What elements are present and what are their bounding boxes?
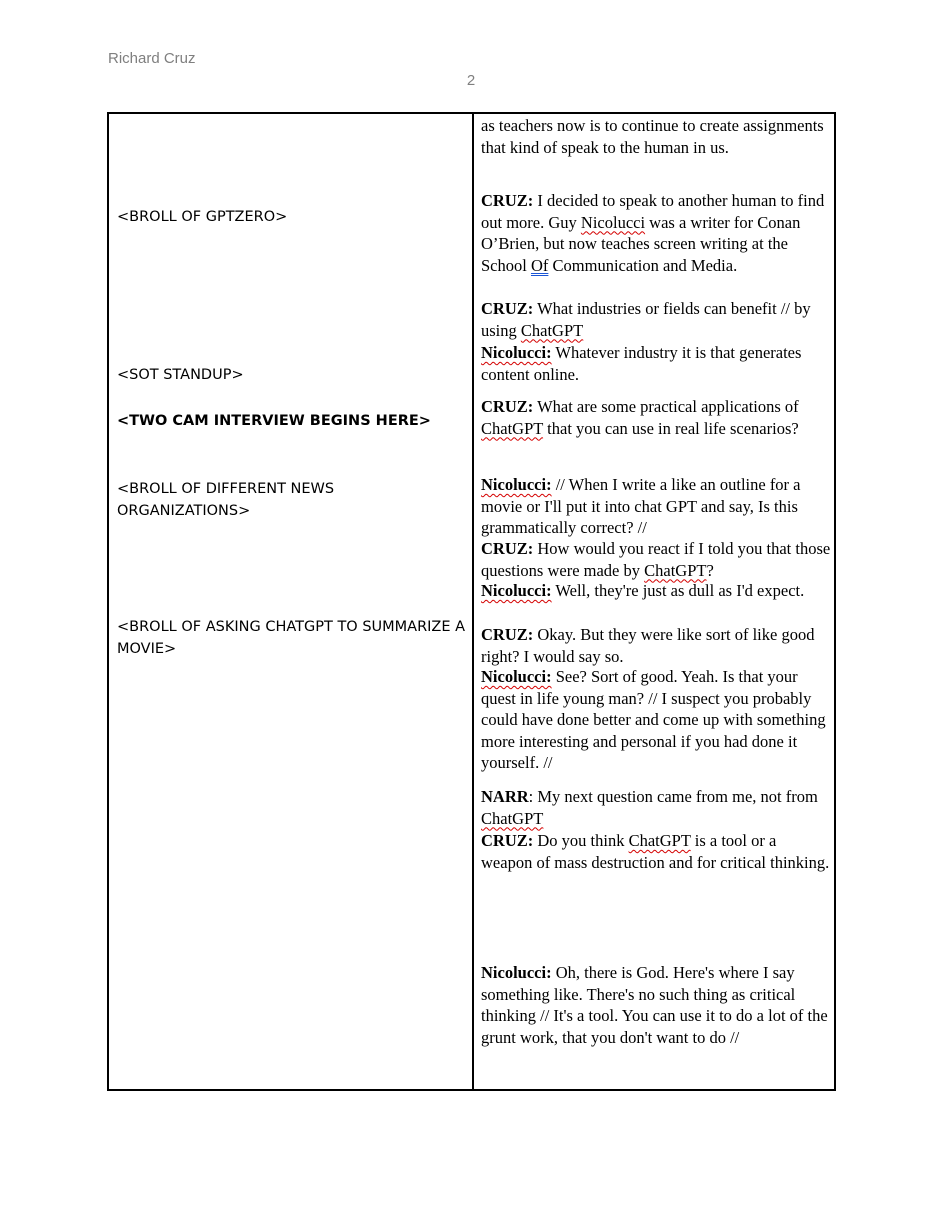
- speaker-label: Nicolucci:: [481, 343, 552, 362]
- script-text: was a writer for Conan O’Brien, but now teaches screen writing at the School: [481, 212, 801, 275]
- script-text: Okay. But they were like sort of like good right? I would say so.: [481, 625, 815, 666]
- script-text: // When I write a like an outline for a movie or I'll put it into chat GPT and say, Is this grammatically correct? //: [481, 475, 801, 537]
- speaker-label: CRUZ:: [481, 831, 534, 850]
- speaker-label: CRUZ:: [481, 299, 534, 318]
- page-number: 2: [466, 72, 476, 89]
- script-paragraph: [481, 538, 831, 581]
- script-table: [107, 112, 836, 1091]
- script-paragraph: [481, 666, 831, 774]
- script-paragraph: [481, 298, 831, 341]
- spellcheck-flagged-word[interactable]: ChatGPT: [628, 831, 691, 850]
- script-text: Well, they're just as dull as I'd expect.: [551, 581, 805, 600]
- speaker-label: Nicolucci:: [481, 581, 552, 600]
- speaker-label: NARR: [481, 787, 529, 806]
- script-text: Do you think: [533, 831, 629, 850]
- cue-broll-chatgpt-summary: <BROLL OF ASKING CHATGPT TO SUMMARIZE A MOVIE>: [117, 619, 466, 657]
- script-text: What industries or fields can benefit // by using: [481, 299, 811, 340]
- script-paragraph: [481, 580, 831, 602]
- script-paragraph: [481, 624, 831, 667]
- speaker-label: CRUZ:: [481, 625, 534, 644]
- script-text: is a tool or a weapon of mass destruction and for critical thinking.: [481, 831, 830, 872]
- script-paragraph: [481, 115, 831, 158]
- script-paragraph: [481, 474, 831, 539]
- grammar-flagged-word[interactable]: Of: [530, 255, 549, 275]
- script-text: Oh, there is God. Here's where I say something like. There's no such thing as critical thinking // It's a tool. You can use it to do a lot of the grunt work, that you don't want to do //: [481, 963, 828, 1047]
- script-text: that you can use in real life scenarios?: [543, 418, 799, 438]
- speaker-label: CRUZ:: [481, 539, 534, 558]
- script-paragraph: [481, 396, 831, 439]
- spellcheck-flagged-word[interactable]: ChatGPT: [481, 418, 544, 438]
- cue-sot-standup: <SOT STANDUP>: [117, 367, 244, 383]
- script-text: See? Sort of good. Yeah. Is that your quest in life young man? // I suspect you probably could have done better and come up with something more interesting and personal if you had done it yourself. //: [481, 667, 826, 772]
- script-paragraph: [481, 786, 831, 829]
- spellcheck-flagged-word[interactable]: ChatGPT: [644, 560, 707, 580]
- script-paragraph: [481, 830, 831, 873]
- spellcheck-flagged-word[interactable]: Nicolucci: [580, 212, 646, 232]
- script-paragraph: [481, 962, 831, 1048]
- script-paragraph: [481, 190, 831, 276]
- script-text: Whatever industry it is that generates content online.: [481, 343, 802, 384]
- script-paragraph: [481, 342, 831, 385]
- script-text: ?: [706, 560, 714, 580]
- column-divider: [472, 114, 474, 1089]
- speaker-label: Nicolucci:: [481, 475, 552, 494]
- script-text: : My next question came from me, not from: [528, 787, 818, 806]
- speaker-label: Nicolucci:: [481, 667, 552, 686]
- script-text: Communication and Media.: [548, 255, 738, 275]
- script-text: What are some practical applications of: [533, 397, 799, 416]
- script-text: I decided to speak to another human to find out more. Guy: [481, 191, 825, 232]
- speaker-label: CRUZ:: [481, 191, 534, 210]
- spellcheck-flagged-word[interactable]: ChatGPT: [481, 808, 544, 828]
- cue-broll-gptzero: <BROLL OF GPTZERO>: [117, 209, 288, 225]
- script-text: as teachers now is to continue to create assignments that kind of speak to the human in us.: [481, 116, 824, 157]
- script-text: How would you react if I told you that those questions were made by: [481, 539, 831, 580]
- cue-broll-news-orgs: <BROLL OF DIFFERENT NEWS ORGANIZATIONS>: [117, 481, 335, 519]
- spellcheck-flagged-word[interactable]: ChatGPT: [520, 320, 584, 340]
- running-header-author: Richard Cruz: [108, 50, 196, 67]
- speaker-label: CRUZ:: [481, 397, 534, 416]
- cue-two-cam-interview: <TWO CAM INTERVIEW BEGINS HERE>: [117, 413, 431, 429]
- speaker-label: Nicolucci:: [481, 963, 552, 982]
